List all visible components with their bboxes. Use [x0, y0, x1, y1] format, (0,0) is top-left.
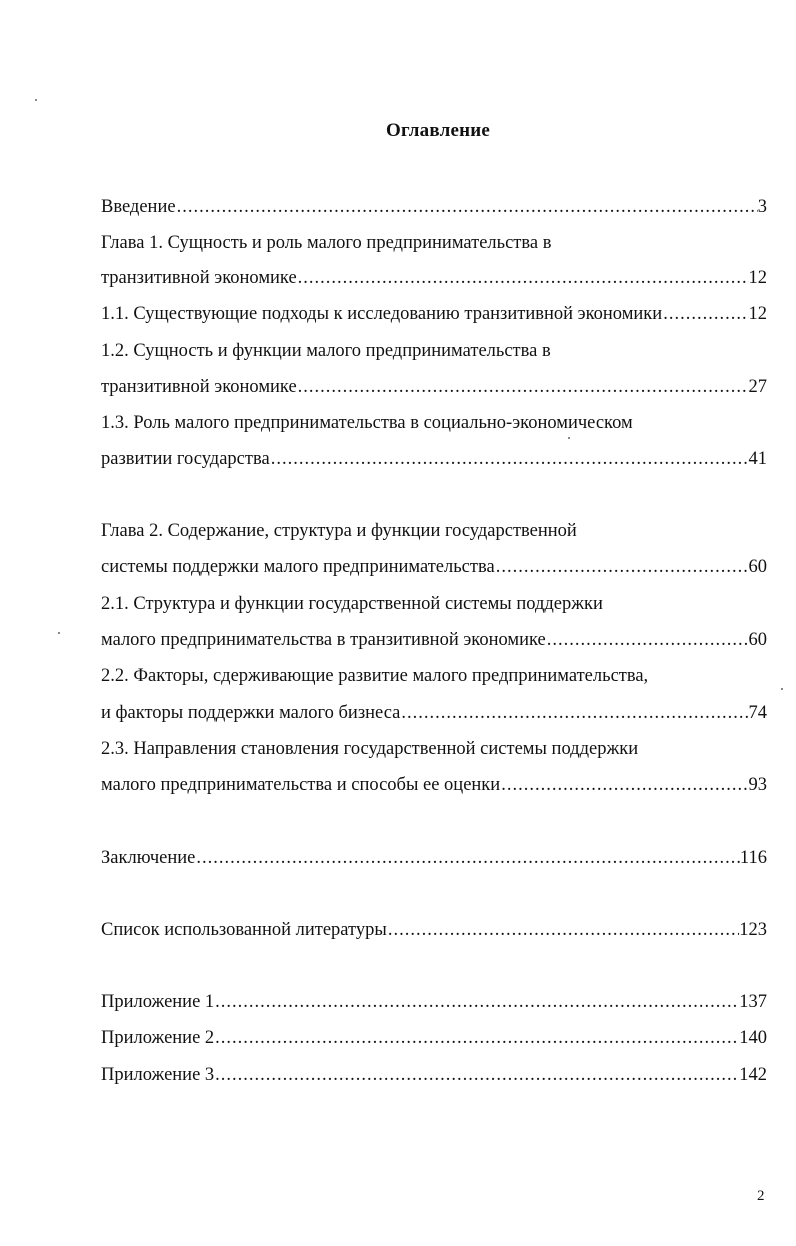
toc-chapter-1-line1: Глава 1. Сущность и роль малого предпринимательства в — [101, 233, 552, 253]
scan-speck — [781, 688, 783, 690]
toc-entry-text: Приложение 2 — [101, 1028, 215, 1048]
toc-entry-text: Заключение — [101, 848, 196, 868]
toc-leader-dots — [195, 845, 740, 871]
toc-entry-text: Приложение 3 — [101, 1065, 215, 1085]
toc-entry-conclusion — [101, 845, 767, 871]
toc-leader-dots — [214, 989, 739, 1015]
toc-entry-chapter-1 — [101, 265, 767, 291]
toc-leader-dots — [297, 265, 749, 291]
toc-page-number: 12 — [748, 304, 767, 324]
toc-leader-dots — [214, 1062, 739, 1088]
toc-page-number: 140 — [739, 1028, 767, 1048]
toc-section-1-2-line1: 1.2. Сущность и функции малого предпринимательства в — [101, 341, 551, 361]
toc-entry-section-1-1 — [101, 301, 767, 327]
toc-section-2-3-line1: 2.3. Направления становления государственной системы поддержки — [101, 739, 639, 759]
toc-entry-text: малого предпринимательства и способы ее оценки — [101, 775, 501, 795]
toc-entry-text: развитии государства — [101, 449, 270, 469]
toc-entry-section-2-1 — [101, 627, 767, 653]
toc-page-number: 74 — [748, 703, 767, 723]
toc-page-number: 27 — [748, 377, 767, 397]
toc-entry-section-2-2 — [101, 700, 767, 726]
toc-leader-dots — [214, 1025, 739, 1051]
toc-page-number: 116 — [739, 848, 767, 868]
toc-chapter-2-line1: Глава 2. Содержание, структура и функции государственной — [101, 521, 577, 541]
toc-leader-dots — [176, 194, 758, 220]
scan-speck — [568, 437, 570, 439]
toc-page-number: 12 — [748, 268, 767, 288]
toc-page-number: 93 — [748, 775, 767, 795]
scan-speck — [35, 99, 37, 101]
toc-entry-text: системы поддержки малого предпринимательства — [101, 557, 495, 577]
toc-leader-dots — [297, 374, 749, 400]
toc-entry-intro — [101, 194, 767, 220]
toc-entry-section-2-3 — [101, 772, 767, 798]
toc-section-2-2-line1: 2.2. Факторы, сдерживающие развитие малого предпринимательства, — [101, 666, 649, 686]
toc-leader-dots — [546, 627, 749, 653]
toc-section-2-1-line1: 2.1. Структура и функции государственной системы поддержки — [101, 594, 603, 614]
toc-leader-dots — [500, 772, 748, 798]
toc-leader-dots — [495, 554, 749, 580]
toc-leader-dots — [400, 700, 748, 726]
page-title: Оглавление — [385, 120, 491, 141]
toc-entry-section-1-2 — [101, 374, 767, 400]
toc-page-number: 41 — [748, 449, 767, 469]
toc-entry-text: транзитивной экономике — [101, 268, 297, 288]
toc-entry-text: Список использованной литературы — [101, 920, 387, 940]
toc-leader-dots — [270, 446, 749, 472]
toc-entry-section-1-3 — [101, 446, 767, 472]
toc-entry-text: 1.1. Существующие подходы к исследованию транзитивной экономики — [101, 304, 663, 324]
toc-entry-references — [101, 917, 767, 943]
toc-page-number: 60 — [748, 630, 767, 650]
toc-leader-dots — [387, 917, 739, 943]
toc-page-number: 123 — [739, 920, 767, 940]
toc-leader-dots — [662, 301, 748, 327]
toc-entry-appendix-2 — [101, 1025, 767, 1051]
toc-entry-appendix-3 — [101, 1062, 767, 1088]
toc-page-number: 3 — [757, 197, 767, 217]
page-number: 2 — [757, 1188, 765, 1204]
toc-entry-chapter-2 — [101, 554, 767, 580]
toc-entry-text: Приложение 1 — [101, 992, 215, 1012]
toc-entry-text: малого предпринимательства в транзитивной экономике — [101, 630, 546, 650]
toc-entry-text: Введение — [101, 197, 176, 217]
toc-page-number: 137 — [739, 992, 767, 1012]
scan-speck — [58, 632, 60, 634]
toc-entry-appendix-1 — [101, 989, 767, 1015]
toc-section-1-3-line1: 1.3. Роль малого предпринимательства в социально-экономическом — [101, 413, 633, 433]
toc-entry-text: транзитивной экономике — [101, 377, 297, 397]
toc-page-number: 60 — [748, 557, 767, 577]
toc-page-number: 142 — [739, 1065, 767, 1085]
toc-entry-text: и факторы поддержки малого бизнеса — [101, 703, 401, 723]
